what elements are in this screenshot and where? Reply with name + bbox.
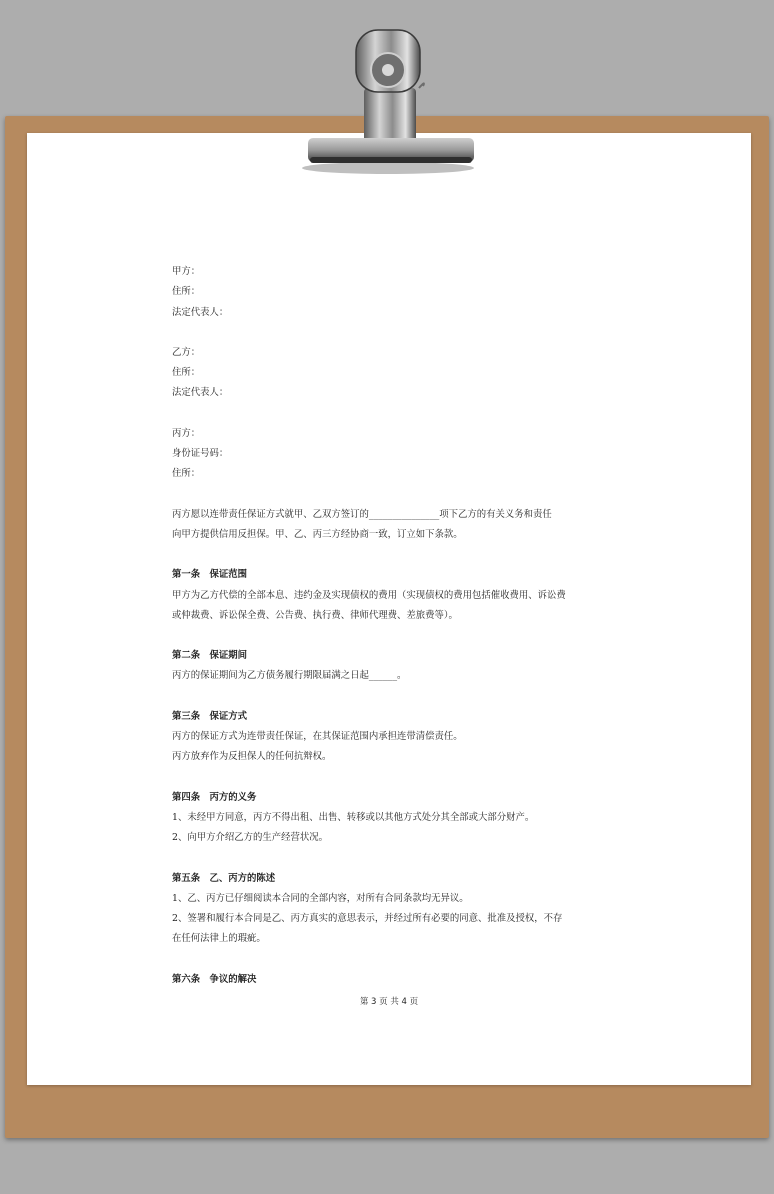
article-section — [172, 626, 612, 687]
article-text-line: 甲方为乙方代偿的全部本息、违约金及实现债权的费用（实现债权的费用包括催收费用、诉讼费 — [172, 589, 566, 601]
articles-list — [172, 545, 612, 990]
party-c-id-label: 身份证号码： — [172, 448, 229, 460]
spacer — [172, 849, 612, 869]
article-section — [172, 768, 612, 849]
party-b-label: 乙方： — [172, 346, 201, 358]
party-b-address-label: 住所： — [172, 367, 201, 379]
spacer — [172, 485, 612, 505]
contract-body — [172, 262, 612, 990]
spacer — [172, 950, 612, 970]
article-heading: 第六条 争议的解决 — [172, 973, 257, 985]
article-text-line: 或仲裁费、诉讼保全费、公告费、执行费、律师代理费、差旅费等）。 — [172, 609, 458, 621]
binder-clip-icon — [296, 28, 476, 178]
article-text-line: 1、未经甲方同意，丙方不得出租、出售、转移或以其他方式处分其全部或大部分财产。 — [172, 811, 535, 823]
party-b-representative-label: 法定代表人： — [172, 387, 229, 399]
article-text-line: 丙方的保证方式为连带责任保证，在其保证范围内承担连带清偿责任。 — [172, 731, 463, 743]
party-a-representative-label: 法定代表人： — [172, 306, 229, 318]
party-a-label: 甲方： — [172, 266, 201, 277]
party-c-label: 丙方： — [172, 427, 201, 439]
article-heading: 第五条 乙、丙方的陈述 — [172, 872, 276, 884]
intro-line-1: 丙方愿以连带责任保证方式就甲、乙双方签订的_______________项下乙方的有关义务和责任 — [172, 508, 552, 520]
intro-line-2: 向甲方提供信用反担保。甲、乙、丙三方经协商一致，订立如下条款。 — [172, 528, 463, 540]
article-text-line: 丙方的保证期间为乙方债务履行期限届满之日起______。 — [172, 670, 407, 682]
article-heading: 第二条 保证期间 — [172, 650, 248, 662]
article-text-line: 在任何法律上的瑕疵。 — [172, 933, 266, 945]
page-number: 第 3 页 共 4 页 — [359, 997, 419, 1007]
article-section — [172, 687, 612, 768]
article-section — [172, 849, 612, 950]
article-text-line: 2、向甲方介绍乙方的生产经营状况。 — [172, 832, 328, 844]
party-a-address-label: 住所： — [172, 286, 201, 298]
spacer — [172, 687, 612, 707]
article-text-line: 1、乙、丙方已仔细阅读本合同的全部内容，对所有合同条款均无异议。 — [172, 892, 469, 904]
party-c-address-label: 住所： — [172, 468, 201, 480]
article-section — [172, 545, 612, 626]
article-text-line: 丙方放弃作为反担保人的任何抗辩权。 — [172, 751, 332, 763]
spacer — [172, 323, 612, 343]
article-text-line: 2、签署和履行本合同是乙、丙方真实的意思表示，并经过所有必要的同意、批准及授权，不存 — [172, 913, 563, 925]
spacer — [172, 404, 612, 424]
spacer — [172, 626, 612, 646]
spacer — [172, 768, 612, 788]
article-section — [172, 950, 612, 990]
article-heading: 第四条 丙方的义务 — [172, 791, 257, 803]
spacer — [172, 545, 612, 565]
article-heading: 第一条 保证范围 — [172, 569, 248, 581]
article-heading: 第三条 保证方式 — [172, 710, 248, 722]
